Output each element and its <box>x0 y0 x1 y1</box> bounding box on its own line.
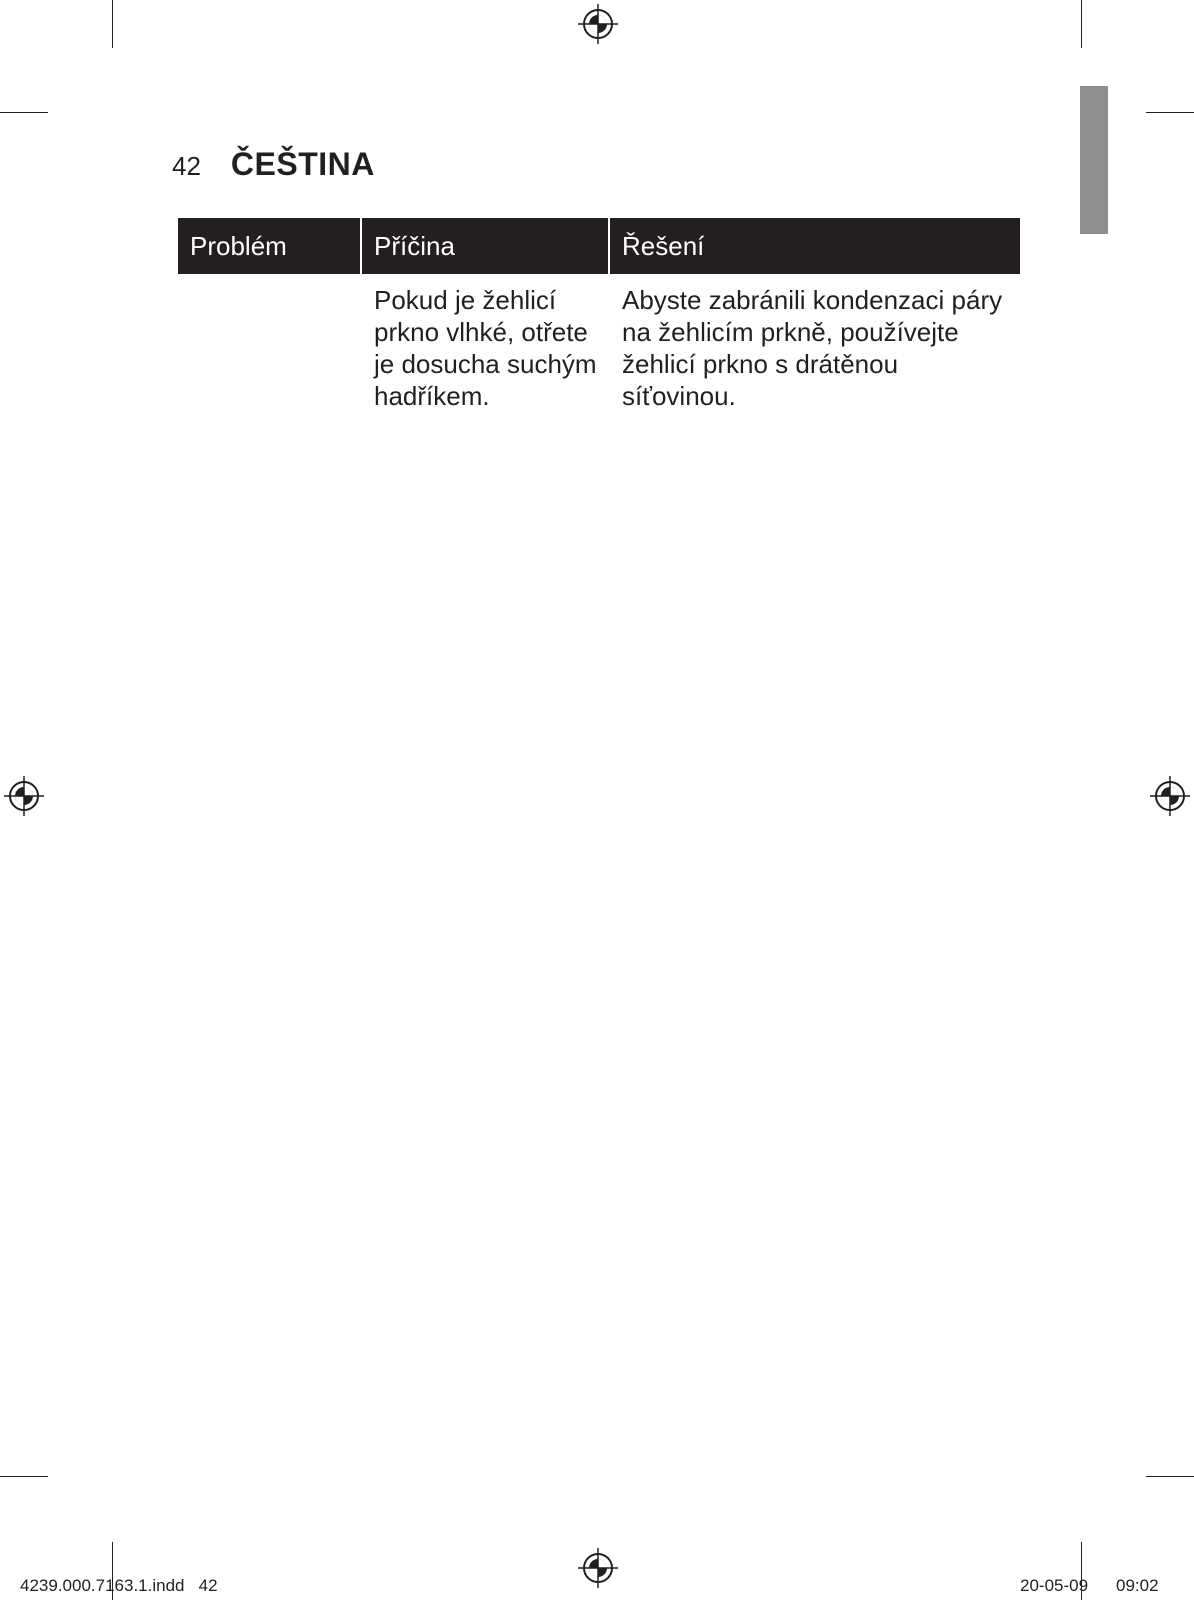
page-header <box>172 146 375 183</box>
section-tab-marker <box>1080 86 1108 234</box>
crop-mark <box>1081 0 1082 48</box>
crop-mark <box>0 1476 48 1477</box>
section-title: ČEŠTINA <box>230 146 375 182</box>
footer-date: 20-05-09 <box>1020 1576 1089 1595</box>
crop-mark <box>0 112 48 113</box>
column-header-problem: Problém <box>178 218 360 274</box>
crop-mark <box>1146 1476 1194 1477</box>
registration-mark-icon <box>578 4 618 44</box>
registration-mark-icon <box>1150 776 1190 816</box>
table-header-row <box>178 218 1020 274</box>
cell-solution: Abyste zabránili kondenzaci páry na žehlicím prkně, používejte žehlicí prkno s drátěnou síťovinou. <box>622 285 1003 411</box>
crop-mark <box>112 0 113 48</box>
column-header-cause: Příčina <box>362 218 608 274</box>
cell-problem <box>178 274 360 412</box>
cell-cause: Pokud je žehlicí prkno vlhké, otřete je dosucha suchým hadříkem. <box>374 285 597 411</box>
troubleshooting-table <box>176 218 1022 412</box>
crop-mark <box>1146 112 1194 113</box>
page-number: 42 <box>172 151 201 181</box>
column-header-solution: Řešení <box>610 218 1020 274</box>
footer-file-info: 4239.000.7163.1.indd 42 <box>20 1576 218 1595</box>
footer-time: 09:02 <box>1116 1576 1159 1595</box>
registration-mark-icon <box>4 776 44 816</box>
table-row <box>178 274 1020 412</box>
registration-mark-icon <box>578 1548 618 1588</box>
